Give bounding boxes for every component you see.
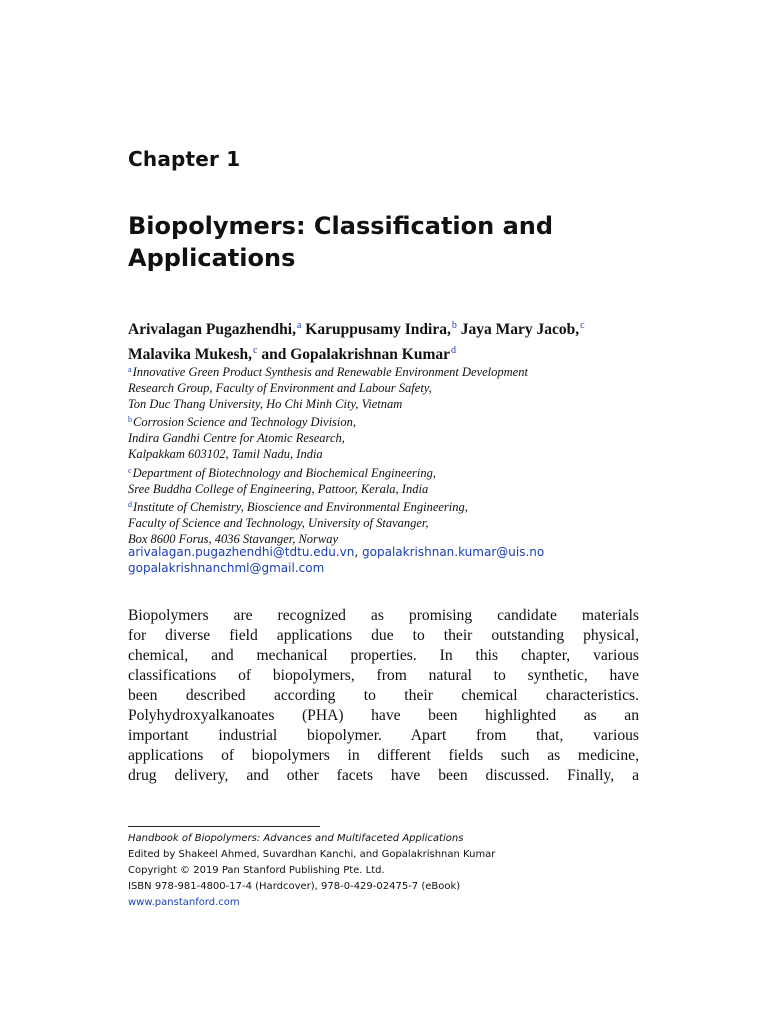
author-name: Arivalagan Pugazhendhi, xyxy=(128,321,296,338)
affiliation-mark: b xyxy=(451,320,457,331)
author-name: Malavika Mukesh, xyxy=(128,346,253,363)
abstract-line: Biopolymers are recognized as promising candidate materials xyxy=(128,607,639,624)
affiliation-a xyxy=(128,362,648,412)
abstract-line: been described according to their chemical characteristics. xyxy=(128,687,639,704)
affiliation-line: $^b$Corrosion Science and Technology Division, xyxy=(128,415,357,430)
affiliation-b xyxy=(128,412,648,462)
abstract-line: for diverse field applications due to their outstanding physical, xyxy=(128,627,639,644)
author-name: Jaya Mary Jacob, xyxy=(460,321,580,338)
isbn-line: ISBN 978-981-4800-17-4 (Hardcover), 978-0-429-02475-7 (eBook) xyxy=(128,881,461,892)
copyright-line: Copyright © 2019 Pan Stanford Publishing Pte. Ltd. xyxy=(128,865,385,876)
chapter-label: Chapter 1 xyxy=(128,147,241,171)
abstract-line: important industrial biopolymer. Apart from that, various xyxy=(128,727,639,744)
abstract-line: drug delivery, and other facets have been discussed. Finally, a xyxy=(128,767,639,784)
email-link[interactable]: gopalakrishnanchml@gmail.com xyxy=(128,561,325,575)
publisher-website-link[interactable]: www.panstanford.com xyxy=(128,897,240,908)
author-list xyxy=(128,315,648,365)
email-line xyxy=(128,560,544,576)
affiliation-line: Indira Gandhi Centre for Atomic Research, xyxy=(128,431,345,446)
affiliation-mark: d xyxy=(451,345,456,356)
author-name: Karuppusamy Indira, xyxy=(305,321,451,338)
author-name: and Gopalakrishnan Kumar xyxy=(261,346,450,363)
affiliation-line: $^c$Department of Biotechnology and Biochemical Engineering, xyxy=(128,465,436,480)
editors-line: Edited by Shakeel Ahmed, Suvardhan Kanchi, and Gopalakrishnan Kumar xyxy=(128,849,496,860)
affiliation-mark: a xyxy=(128,365,132,374)
affiliation-mark: c xyxy=(253,345,258,356)
abstract xyxy=(128,606,639,786)
affiliation-line: Ton Duc Thang University, Ho Chi Minh City, Vietnam xyxy=(128,396,403,411)
abstract-line: applications of biopolymers in different fields such as medicine, xyxy=(128,747,639,764)
chapter-title xyxy=(128,210,648,274)
affiliation-mark: d xyxy=(128,500,132,510)
email-link[interactable]: gopalakrishnan.kumar@uis.no xyxy=(362,545,545,559)
affiliations xyxy=(128,362,648,548)
abstract-line: classifications of biopolymers, from natural to synthetic, have xyxy=(128,667,639,684)
abstract-line: Polyhydroxyalkanoates (PHA) have been highlighted as an xyxy=(128,707,639,724)
affiliation-mark: a xyxy=(296,320,302,331)
affiliation-line: Box 8600 Forus, 4036 Stavanger, Norway xyxy=(128,531,339,546)
footnote xyxy=(128,831,495,911)
affiliation-line: $^a$Innovative Green Product Synthesis and Renewable Environment Development xyxy=(128,365,528,379)
chapter-title-line: Applications xyxy=(128,244,296,272)
affiliation-mark: c xyxy=(580,320,585,331)
abstract-line: chemical, and mechanical properties. In this chapter, various xyxy=(128,647,639,664)
affiliation-c xyxy=(128,463,648,498)
affiliation-d xyxy=(128,497,648,547)
email-separator: , xyxy=(354,545,363,559)
affiliation-mark: b xyxy=(128,415,132,425)
affiliation-line: Research Group, Faculty of Environment and Labour Safety, xyxy=(128,380,432,395)
affiliation-line: $^d$Institute of Chemistry, Bioscience and Environmental Engineering, xyxy=(128,500,468,515)
chapter-title-line: Biopolymers: Classification and xyxy=(128,212,554,240)
email-link[interactable]: arivalagan.pugazhendhi@tdtu.edu.vn xyxy=(128,545,355,559)
footnote-divider xyxy=(128,826,320,827)
affiliation-line: Sree Buddha College of Engineering, Pattoor, Kerala, India xyxy=(128,481,429,496)
email-line xyxy=(128,544,544,560)
author-emails xyxy=(128,544,544,576)
author-line xyxy=(128,315,648,340)
affiliation-line: Kalpakkam 603102, Tamil Nadu, India xyxy=(128,446,323,461)
affiliation-line: Faculty of Science and Technology, University of Stavanger, xyxy=(128,516,429,531)
book-title: Handbook of Biopolymers: Advances and Multifaceted Applications xyxy=(128,833,464,844)
affiliation-mark: c xyxy=(128,465,132,475)
